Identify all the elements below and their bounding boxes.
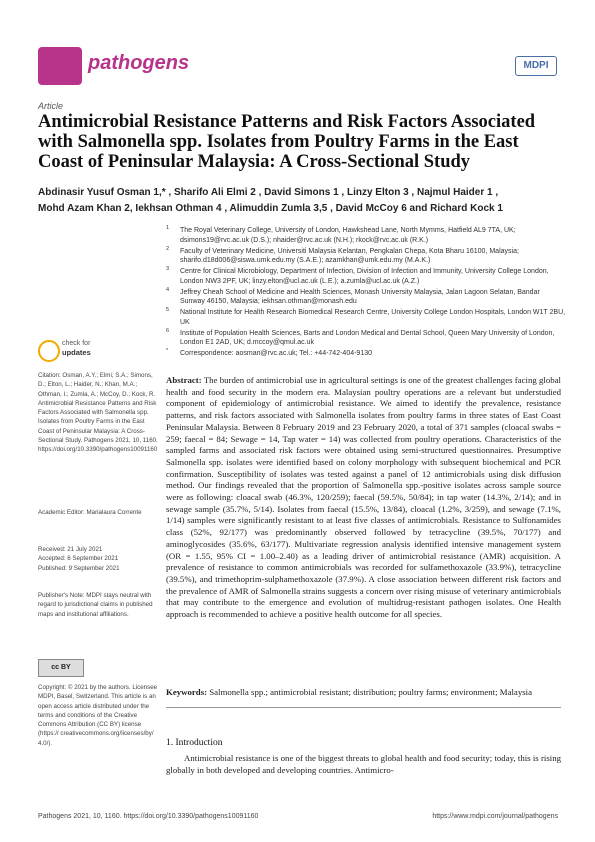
footer-journal-link[interactable]: https://www.mdpi.com/journal/pathogens <box>432 813 558 820</box>
keywords <box>166 687 561 699</box>
footer-citation[interactable]: Pathogens 2021, 10, 1160. https://doi.org/10.3390/pathogens10091160 <box>38 813 259 820</box>
cc-license-badge[interactable]: cc BY <box>38 659 84 677</box>
citation: Citation: Osman, A.Y.; Elmi, S.A.; Simons, D.; Elton, L.; Haider, N.; Khan, M.A.; Othman, I.; Zumla, A.; McCoy, D.; Kock, R. Antimicrobial Resistance Patterns and Risk Factors Associated with Salmonella spp. Isolates from Poultry Farms in the East Coast of Peninsular Malaysia: A Cross-Sectional Study. Pathogens 2021, 10, 1160. https://doi.org/10.3390/pathogens10091160 <box>38 372 158 454</box>
affiliation-5: 5 National Institute for Health Research Biomedical Research Centre, University College London Hospitals, London W1T 2BU, UK <box>166 307 566 326</box>
abstract <box>166 375 561 621</box>
keywords-text: Salmonella spp.; antimicrobial resistant; distribution; poultry farms; environment; Malaysia <box>209 687 532 697</box>
affiliation-2: 2 Faculty of Veterinary Medicine, Universiti Malaysia Kelantan, Pengkalan Chepa, Kota Bharu 16100, Malaysia; sharifo.d18d006@siswa.umk.edu.my (S.A.E.); azamkhan@umk.edu.my (M.A.K.) <box>166 245 519 264</box>
section-heading: 1. Introduction <box>166 738 223 748</box>
affiliation-6: 6 Institute of Population Health Sciences, Barts and London Medical and Dental School, Queen Mary University of London, London E1 2AD, UK; d.mccoy@qmul.ac.uk <box>166 327 555 346</box>
affiliation-4: 4 Jeffrey Cheah School of Medicine and Health Sciences, Monash University Malaysia, Jalan Lagoon Selatan, Bandar Sunway 46150, Malaysia; iekhsan.othman@monash.edu <box>166 286 540 305</box>
received-date: Received: 21 July 2021 <box>38 546 103 553</box>
academic-editor: Academic Editor: Marialaura Corrente <box>38 509 142 516</box>
intro-paragraph: Antimicrobial resistance is one of the biggest threats to global health and food security; today, this is rising globally in both developed and developing countries. Antimicro- <box>166 753 561 775</box>
published-date: Published: 9 September 2021 <box>38 564 120 572</box>
divider <box>166 707 561 708</box>
check-for-updates-button[interactable]: check for updates <box>38 338 156 362</box>
abstract-text: The burden of antimicrobial use in agricultural settings is one of the greatest challenges facing global health and food security in the modern era. Malaysian poultry operations are a relevant but understudied component of epidemiology of antimicrobial resistance. We aimed to identify the prevalence, resistance patterns, and risk factors associated with Salmonella isolates from poultry farms in three states of East Coast Peninsular Malaysia. Between 8 February 2019 and 23 February 2020, a total of 371 samples (cloacal swabs = 259; faecal = 84; Sewage = 14, Tap water = 14) was collected from poultry operations. Characteristics of the sampled farms and associated risk factors were obtained using semi-structured questionnaires. Presumptive Salmonella spp. isolates were identified based on colony morphology with subsequent biochemical and PCR confirmation. Susceptibility of isolates was tested against a panel of 12 antimicrobials using disk diffusion method. Our findings revealed that the proportion of Salmonella spp.-positive isolates across sample source were as following: cloacal swab (46.3%, 120/259); faecal (59.5%, 50/84); in tap water (14.3%, 2/14); and in sewage sample (35.7%, 5/14). Isolates from faecal (15.5%, 13/84), cloacal (1.2%, 3/259), and sewage (7.1%, 1/14) samples were significantly resistant to at least five classes of antimicrobials. Resistance to Sulfonamides class (52%, 92/177) was predominantly observed followed by tetracycline (39.5%, 70/177) and aminoglycosides (35.6%, 63/177). Multivariate regression analysis identified intensive management system (OR = 1.55, 95% CI = 1.00–2.40) as a leading driver of antimicrobial resistance (AMR) acquisition. A prevalence of resistance to common antimicrobials was recorded for sulfamethoxazole (33.9%), tetracycline (39.5%), and trimethoprim-sulphamethoxazole (37.9%). A close association between different risk factors and the prevalence of AMR of Salmonella strains suggests a concern over rising misuse of veterinary antimicrobials that may contribute to the emergence and evolution of multidrug-resistant pathogen isolates. One Health approach is recommended to achieve a positive health outcome for all species. <box>166 375 562 620</box>
keywords-label: Keywords: <box>166 687 208 697</box>
affiliation-3: 3 Centre for Clinical Microbiology, Department of Infection, Division of Infection and Immunity, University College London, London NW3 2PF, UK; linzy.elton@ucl.ac.uk (L.E.); a.zumla@ucl.ac.uk (A.Z.) <box>166 266 549 285</box>
publisher-logo: MDPI <box>515 56 557 76</box>
publisher-note: Publisher's Note: MDPI stays neutral with regard to jurisdictional claims in published maps and institutional affiliations. <box>38 592 153 618</box>
abstract-label: Abstract: <box>166 375 202 385</box>
check-updates-icon <box>38 340 60 362</box>
article-type: Article <box>38 101 64 111</box>
affiliation-1: 1 The Royal Veterinary College, University of London, Hawkshead Lane, North Mymms, Hatfield AL9 7TA, UK; dsimons19@rvc.ac.uk (D.S.); nhaider@rvc.ac.uk (N.H.); rkock@rvc.ac.uk (R.K.) <box>166 225 516 244</box>
dates <box>38 545 158 573</box>
author-line-1: Abdinasir Yusuf Osman 1,* , Sharifo Ali Elmi 2 , David Simons 1 , Linzy Elton 3 , Najmul Haider 1 , <box>38 187 499 198</box>
author-list <box>38 185 568 217</box>
journal-logo-icon <box>38 47 82 85</box>
journal-name: pathogens <box>88 52 190 74</box>
author-line-2: Mohd Azam Khan 2, Iekhsan Othman 4 , Alimuddin Zumla 3,5 , David McCoy 6 and Richard Kock 1 <box>38 203 503 214</box>
accepted-date: Accepted: 6 September 2021 <box>38 555 119 563</box>
paper-title: Antimicrobial Resistance Patterns and Risk Factors Associated with Salmonella spp. Isolates from Poultry Farms in the East Coast of Peninsular Malaysia: A Cross-Sectional Study <box>38 112 536 172</box>
copyright: Copyright: © 2021 by the authors. Licensee MDPI, Basel, Switzerland. This article is an open access article distributed under the terms and conditions of the Creative Commons Attribution (CC BY) license (https:// creativecommons.org/licenses/by/ 4.0/). <box>38 684 158 747</box>
correspondence: * Correspondence: aosman@rvc.ac.uk; Tel.: +44-742-404-9130 <box>166 348 373 357</box>
affiliations <box>166 226 566 360</box>
